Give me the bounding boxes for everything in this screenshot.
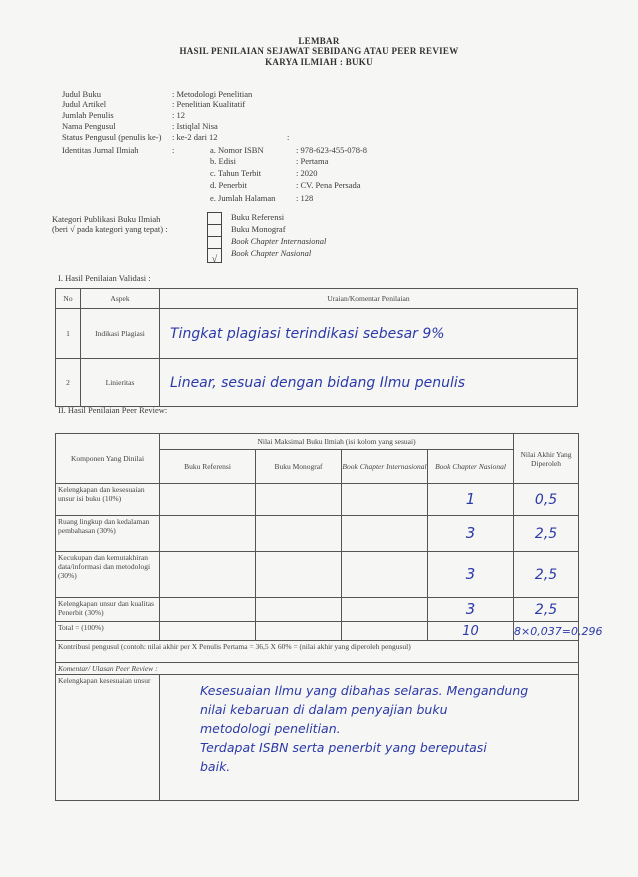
nama-pengusul-value: : Istiqlal Nisa: [172, 121, 218, 131]
validasi-col-no: No: [56, 289, 81, 309]
judul-buku-value: : Metodologi Penelitian: [172, 89, 253, 99]
judul-artikel-value: : Penelitian Kualitatif: [172, 99, 246, 109]
peer-kontribusi: Kontribusi pengusul (contoh: nilai akhir per X Penulis Pertama = 36,5 X 60% = (nilai akhir yang diperoleh pengusul): [56, 641, 579, 663]
peer-komentar-line: Terdapat ISBN serta penerbit yang bereputasi: [200, 740, 487, 755]
nama-pengusul-label: Nama Pengusul: [62, 121, 116, 131]
table-row: [56, 598, 579, 622]
table-row: [56, 484, 579, 516]
peer-komponen: Kecukupan dan kemutakhiran data/informasi dan metodologi (30%): [56, 552, 160, 598]
table-row: [56, 359, 578, 407]
peer-kelengkapan-label: Kelengkapan kesesuaian unsur: [56, 675, 160, 801]
status-pengusul-label: Status Pengusul (penulis ke-): [62, 132, 162, 142]
table-row: [56, 552, 579, 598]
validasi-komentar: Tingkat plagiasi terindikasi sebesar 9%: [170, 325, 445, 342]
peer-nasional-value: 3: [465, 565, 476, 583]
judul-buku-label: Judul Buku: [62, 89, 101, 99]
tahun-value: : 2020: [296, 168, 318, 178]
peer-subcol-chapter-internasional: Book Chapter Internasional: [342, 450, 428, 484]
peer-total-label: Total = (100%): [56, 622, 160, 641]
peer-komponen: Kelengkapan dan kesesuaian unsur isi buku (10%): [56, 484, 160, 516]
penerbit-value: : CV. Pena Persada: [296, 180, 361, 190]
kategori-option-monograf: Buku Monograf: [231, 224, 286, 234]
peer-akhir-value: 2,5: [534, 525, 558, 542]
peer-nasional-value: 3: [465, 524, 476, 542]
peer-nasional-value: 1: [465, 490, 476, 508]
validasi-title: I. Hasil Penilaian Validasi :: [58, 273, 151, 283]
validasi-aspek: Indikasi Plagiasi: [81, 309, 160, 359]
judul-artikel-label: Judul Artikel: [62, 99, 107, 109]
peer-komentar-line: baik.: [200, 759, 231, 774]
jumlah-penulis-label: Jumlah Penulis: [62, 110, 114, 120]
header-line2: HASIL PENILAIAN SEJAWAT SEBIDANG ATAU PEER REVIEW: [179, 46, 459, 56]
peer-nasional-value: 3: [465, 600, 476, 618]
edisi-value: : Pertama: [296, 156, 329, 166]
peer-akhir-value: 0,5: [534, 491, 558, 508]
peer-komentar-label: Komentar/ Ulasan Peer Review :: [56, 663, 579, 675]
kategori-hint: (beri √ pada kategori yang tepat) :: [52, 224, 168, 234]
status-pengusul-value: : ke-2 dari 12: [172, 132, 218, 142]
peer-subcol-chapter-nasional: Book Chapter Nasional: [428, 450, 514, 484]
identitas-label: Identitas Jurnal Ilmiah: [62, 145, 139, 155]
peer-komentar-line: metodologi penelitian.: [200, 721, 341, 736]
peer-akhir-value: 2,5: [534, 566, 558, 583]
validasi-table: [55, 288, 578, 407]
peer-komentar-line: nilai kebaruan di dalam penyajian buku: [200, 702, 448, 717]
table-row: [56, 309, 578, 359]
peer-komponen: Ruang lingkup dan kedalaman pembahasan (30%): [56, 516, 160, 552]
status-colon: :: [287, 132, 290, 142]
edisi-label: b. Edisi: [210, 156, 236, 166]
isbn-label: a. Nomor ISBN: [210, 145, 264, 155]
kategori-option-chapter-internasional: Book Chapter Internasional: [231, 236, 327, 246]
kategori-label: Kategori Publikasi Buku Ilmiah: [52, 214, 161, 224]
peer-col-komponen: Komponen Yang Dinilai: [56, 434, 160, 484]
validasi-col-aspek: Aspek: [81, 289, 160, 309]
peer-col-nilai-maks: Nilai Maksimal Buku Ilmiah (isi kolom yang sesuai): [160, 434, 514, 450]
peer-subcol-monograf: Buku Monograf: [256, 450, 342, 484]
validasi-no: 1: [56, 309, 81, 359]
kategori-option-referensi: Buku Referensi: [231, 212, 285, 222]
kategori-option-chapter-nasional: Book Chapter Nasional: [231, 248, 312, 258]
kategori-checkbox-chapter-nasional[interactable]: √: [207, 248, 222, 263]
peer-title: II. Hasil Penilaian Peer Review:: [58, 405, 168, 415]
tahun-label: c. Tahun Terbit: [210, 168, 262, 178]
penerbit-label: d. Penerbit: [210, 180, 247, 190]
jumlah-penulis-value: : 12: [172, 110, 185, 120]
peer-akhir-value: 2,5: [534, 601, 558, 618]
halaman-label: e. Jumlah Halaman: [210, 193, 276, 203]
validasi-aspek: Linieritas: [81, 359, 160, 407]
peer-total-nasional: 10: [462, 624, 479, 639]
validasi-col-uraian: Uraian/Komentar Penilaian: [160, 289, 578, 309]
identitas-colon: :: [172, 145, 175, 155]
peer-col-nilai-akhir: Nilai Akhir Yang Diperoleh: [514, 434, 579, 484]
header-line3: KARYA ILMIAH : BUKU: [265, 57, 373, 67]
header-line1: LEMBAR: [298, 36, 340, 46]
peer-komponen: Kelengkapan unsur dan kualitas Penerbit (30%): [56, 598, 160, 622]
validasi-no: 2: [56, 359, 81, 407]
peer-total-akhir: 8×0,037=0,296: [514, 625, 603, 638]
peer-table: [55, 433, 603, 801]
isbn-value: : 978-623-455-078-8: [296, 145, 368, 155]
peer-komentar-line: Kesesuaian Ilmu yang dibahas selaras. Mengandung: [200, 683, 529, 698]
halaman-value: : 128: [296, 193, 314, 203]
validasi-komentar: Linear, sesuai dengan bidang Ilmu penulis: [170, 374, 466, 391]
peer-subcol-referensi: Buku Referensi: [160, 450, 256, 484]
table-row: [56, 516, 579, 552]
